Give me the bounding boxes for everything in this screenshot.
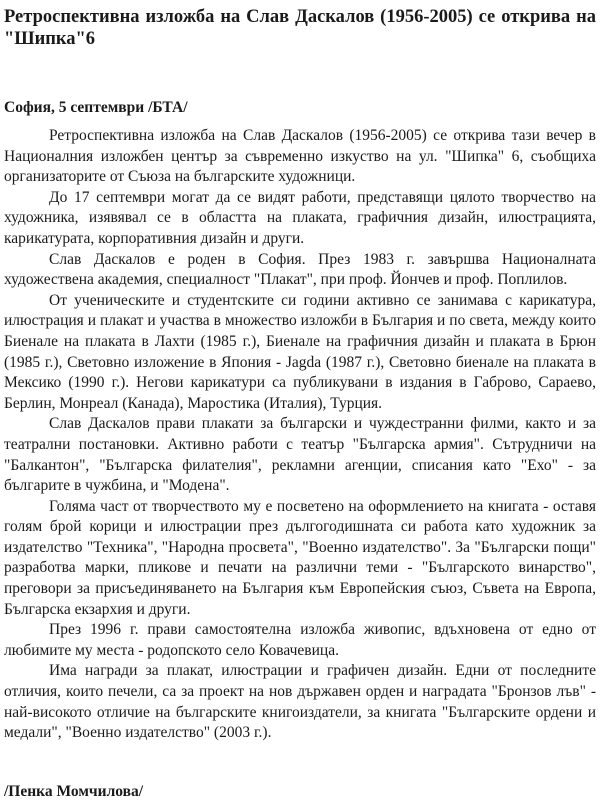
paragraph-1: Ретроспективна изложба на Слав Даскалов (1956-2005) се открива тази вечер в Националния изложбен център за съвременно изкуство на ул. "Шипка" 6, съобщиха организаторите от Съюза на българските художници. — [4, 127, 596, 186]
paragraph-6: Голяма част от творчеството му е посветено на оформлението на книгата - оставя голям брой корици и илюстрации през дългогодишната си работа като художник за издателство "Техника", "Народна просвета", "Военно издателство". За "Български пощи" разработва марки, пликове и печати на различни теми - "Българското винарство", преговори за присъединяването на България към Европейския съюз, Съвета на Европа, Българска екзархия и други. — [4, 497, 596, 618]
paragraph-8: Има награди за плакат, илюстрации и графичен дизайн. Едни от последните отличия, които печели, са за проект на нов държавен орден и наградата "Бронзов лъв" - най-високото отличие на българските книгоиздатели, за книгата "Българските ордени и медали", "Военно издателство" (2003 г.). — [4, 662, 596, 742]
document-page — [4, 2, 596, 800]
article-dateline: София, 5 септември /БТА/ — [4, 99, 188, 116]
paragraph-5: Слав Даскалов прави плакати за български и чуждестранни филми, както и за театрални постановки. Активно работи с театър "Българска армия". Сътрудничи на "Балкантон", "Българска филателия", рекламни агенции, списания като "Ехо" - за българите в чужбина, и "Модена". — [4, 415, 596, 495]
article-body — [4, 126, 596, 744]
author-signature: /Пенка Момчилова/ — [4, 783, 144, 800]
paragraph-7: През 1996 г. прави самостоятелна изложба живопис, вдъхновена от едно от любимите му места - родопското село Ковачевица. — [4, 621, 596, 659]
paragraph-4: От ученическите и студентските си години активно се занимава с карикатура, илюстрация и плакат и участва в множество изложби в България и по света, между които Биенале на плаката в Лахти (1985 г.), Биенале на графичния дизайн и плаката в Брюн (1985 г.), Световно изложение в Япония - Jagda (1987 г.), Световно биенале на плаката в Мексико (1990 г.). Негови карикатури са публикувани в издания в Габрово, Сараево, Берлин, Монреал (Канада), Маростика (Италия), Турция. — [4, 291, 596, 412]
article-title: Ретроспективна изложба на Слав Даскалов (1956-2005) се открива на "Шипка"6 — [4, 7, 596, 49]
paragraph-3: Слав Даскалов е роден в София. През 1983 г. завършва Националната художествена академия, специалност "Плакат", при проф. Йончев и проф. Поплилов. — [4, 250, 596, 289]
paragraph-2: До 17 септември могат да се видят работи, представящи цялото творчество на художника, изявявал се в областта на плаката, графичния дизайн, илюстрацията, карикатурата, корпоративния дизайн и други. — [4, 188, 596, 247]
